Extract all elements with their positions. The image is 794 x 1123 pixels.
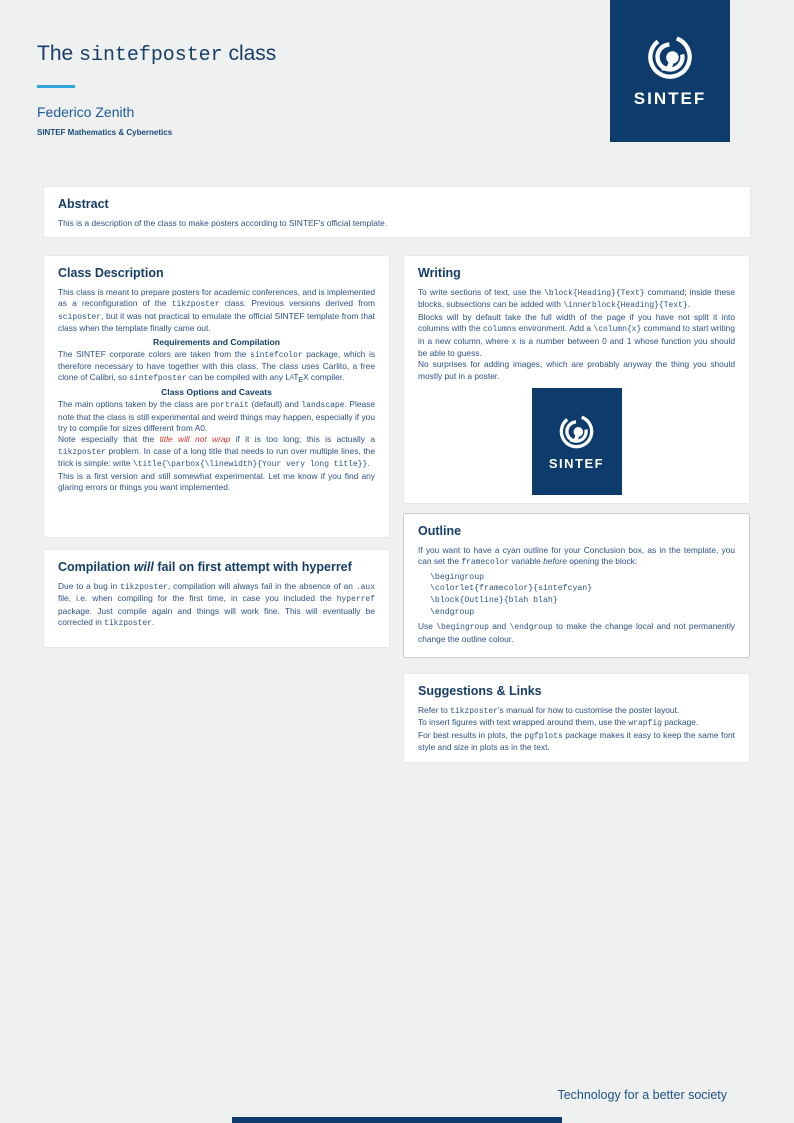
code-line: \begingroup — [430, 572, 485, 582]
compilation-block — [43, 549, 390, 648]
paragraph: The SINTEF corporate colors are taken from the sintefcolor package, which is therefore necessary to have together with this class. The class uses Carlito, a free clone of Calibri, so sintefposter can be compiled with any $L^ATEX$ compiler. — [58, 348, 376, 384]
paragraph: Refer to tikzposter's manual for how to customise the poster layout. — [418, 705, 680, 716]
outline-heading: Outline — [418, 524, 462, 538]
suggestions-heading: Suggestions & Links — [418, 684, 542, 698]
inner-heading-options: Class Options and Caveats — [161, 387, 272, 398]
sintef-logo-figure — [532, 388, 622, 495]
inner-heading-requirements: Requirements and Compilation — [152, 336, 280, 347]
abstract-text: This is a description of the class to make posters according to SINTEF's official template. — [58, 218, 388, 228]
poster-title: The sintefposter class — [37, 42, 277, 66]
footer-slogan: Technology for a better society — [557, 1088, 727, 1102]
paragraph: Blocks will by default take the full width of the page if you have not split it into columns with the columns environment. Add a \column{x} command to start writing in a new column, where x is a number between 0 and 1 whose function you should be able to guess. — [418, 311, 736, 359]
paragraph: The main options taken by the class are portrait (default) and landscape. Please note that the class is still experimental and weird things may happen, especially if you try to compile for sizes different from A0. — [58, 399, 375, 434]
title-underline — [37, 85, 75, 88]
paragraph: To write sections of text, use the \block{Heading}{Text} command; inside these blocks, subsections can be added with \innerblock{Heading}{Text}. — [418, 287, 735, 311]
sintef-logo-text: SINTEF — [633, 89, 707, 108]
code-line: \block{Outline}{blah blah} — [430, 596, 558, 605]
footer-bar — [232, 1117, 562, 1123]
paragraph: No surprises for adding images, which are probably anyway the thing you should mostly put in a poster. — [418, 359, 735, 381]
paragraph: Due to a bug in tikzposter, compilation will always fail in the absence of an .aux file, i.e. when compiling for the first time, in case you included the hyperref package. Just compile again and things will work fine. This will eventually be corrected in tikzposter. — [58, 581, 375, 629]
author-name: Federico Zenith — [37, 104, 135, 120]
sintef-spiral-icon — [646, 33, 694, 81]
class-description-heading: Class Description — [58, 266, 164, 280]
sintef-logo-text: SINTEF — [548, 455, 605, 471]
writing-heading: Writing — [418, 266, 461, 280]
code-line: \colorlet{framecolor}{sintefcyan} — [430, 584, 593, 594]
example-figure-wrapper — [418, 382, 735, 495]
code-line: \endgroup — [430, 607, 475, 617]
paragraph: If you want to have a cyan outline for your Conclusion box, as in the template, you can set the framecolor variable before opening the block: — [418, 545, 735, 568]
class-description-block — [43, 255, 390, 538]
abstract-heading: Abstract — [58, 197, 109, 211]
suggestions-block — [403, 673, 750, 763]
author-affiliation: SINTEF Mathematics & Cybernetics — [37, 128, 173, 137]
paragraph: This is a first version and still somewhat experimental. Let me know if you find any glaring errors or things you want implemented. — [58, 470, 375, 493]
paragraph: To insert figures with text wrapped around them, use the wrapfig package. — [418, 717, 699, 729]
abstract-block — [43, 186, 751, 238]
writing-block — [403, 255, 750, 504]
paragraph: Note especially that the title will not wrap if it is too long; this is actually a tikzposter problem. In case of a long title that needs to run over multiple lines, the trick is simple: write \title{\parbox{\linewidth}{Your very long title}}. — [58, 434, 375, 470]
paragraph: For best results in plots, the pgfplots package makes it easy to keep the same font style and size in plots as in the text. — [418, 729, 736, 753]
sintef-spiral-icon — [558, 413, 595, 450]
sintef-logo-header — [610, 0, 730, 142]
paragraph: Use \begingroup and \endgroup to make the change local and not permanently change the outline colour. — [418, 621, 735, 644]
compilation-heading: Compilation will fail on first attempt with hyperref — [58, 560, 352, 574]
outline-block — [403, 513, 750, 658]
code-example — [430, 572, 735, 618]
paragraph: This class is meant to prepare posters for academic conferences, and is implemented as a reconfiguration of the tikzposter class. Previous versions derived from sciposter, but it was not practical to emulate the official SINTEF template from that class when the template finally came out. — [58, 287, 376, 334]
